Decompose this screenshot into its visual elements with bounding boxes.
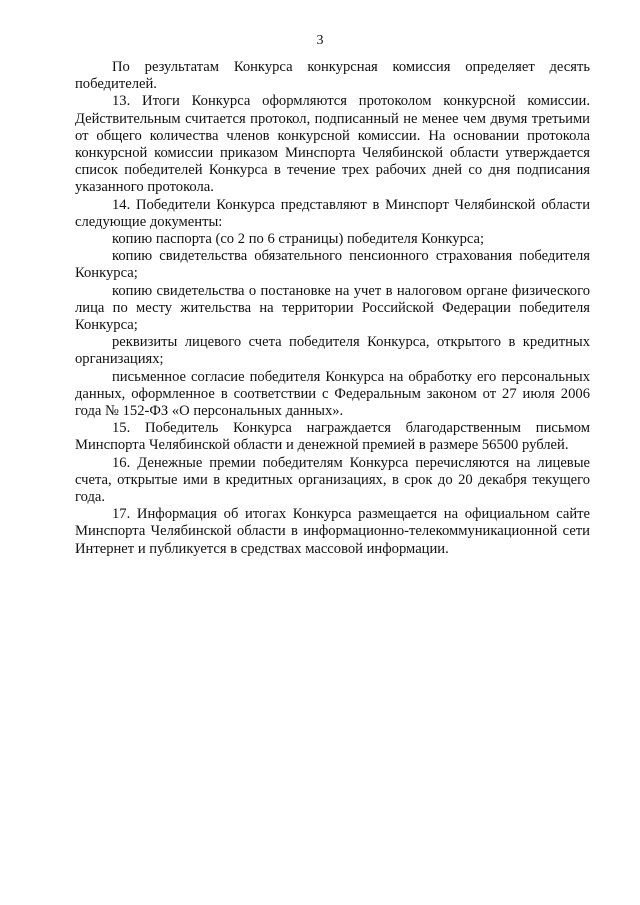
list-item-personal-data-consent: письменное согласие победителя Конкурса на обработку его персональных данных, оформленное в соответствии с Федеральным законом от 27 июля 2006 года № 152-ФЗ «О персональных данных». <box>75 368 590 420</box>
paragraph-16-payment: 16. Денежные премии победителям Конкурса перечисляются на лицевые счета, открытые ими в кредитных организациях, в срок до 20 декабря текущего года. <box>75 454 590 506</box>
paragraph-17-publication: 17. Информация об итогах Конкурса размещается на официальном сайте Минспорта Челябинской области в информационно-телекоммуникационной сети Интернет и публикуется в средствах массовой информации. <box>75 506 590 557</box>
list-item-tax-registration: копию свидетельства о постановке на учет в налоговом органе физического лица по месту жительства на территории Российской Федерации победителя Конкурса; <box>75 282 590 334</box>
list-item-pension-certificate: копию свидетельства обязательного пенсионного страхования победителя Конкурса; <box>75 248 590 282</box>
paragraph-winners-count: По результатам Конкурса конкурсная комиссия определяет десять победителей. <box>75 59 590 93</box>
list-item-bank-account-details: реквизиты лицевого счета победителя Конкурса, открытого в кредитных организациях; <box>75 334 590 368</box>
paragraph-14-documents: 14. Победители Конкурса представляют в Минспорт Челябинской области следующие документы: <box>75 196 590 230</box>
page-number: 3 <box>316 33 324 48</box>
paragraph-13-results-protocol: 13. Итоги Конкурса оформляются протоколом конкурсной комиссии. Действительным считается протокол, подписанный не менее чем двумя третьими от общего количества членов конкурсной комиссии. На основании протокола конкурсной комиссии приказом Минспорта Челябинской области утверждается список победителей Конкурса в течение трех рабочих дней со дня подписания указанного протокола. <box>75 93 590 196</box>
list-item-passport-copy: копию паспорта (со 2 по 6 страницы) победителя Конкурса; <box>112 231 485 248</box>
paragraph-15-award: 15. Победитель Конкурса награждается благодарственным письмом Минспорта Челябинской области и денежной премией в размере 56500 рублей. <box>75 420 590 454</box>
document-body <box>75 59 590 558</box>
